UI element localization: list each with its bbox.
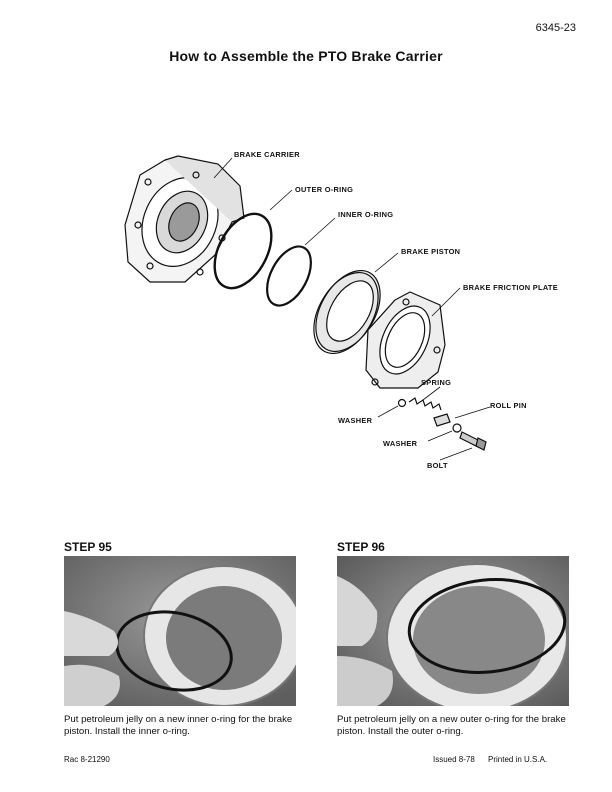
washer-2-illustration (453, 424, 461, 432)
step-96-photo (337, 556, 569, 706)
label-brake-carrier: BRAKE CARRIER (234, 150, 300, 159)
label-inner-oring: INNER O-RING (338, 210, 394, 219)
label-bolt: BOLT (427, 461, 448, 470)
label-washer-2: WASHER (383, 439, 418, 448)
bolt-illustration (460, 432, 486, 450)
washer-1-illustration (399, 400, 406, 407)
label-outer-oring: OUTER O-RING (295, 185, 354, 194)
brake-carrier-illustration (125, 156, 244, 282)
footer-reference-number: Rac 8-21290 (64, 755, 110, 764)
spring-illustration (409, 398, 441, 410)
label-spring: SPRING (421, 378, 452, 387)
step-95-photo (64, 556, 296, 706)
label-brake-piston: BRAKE PISTON (401, 247, 461, 256)
label-roll-pin: ROLL PIN (490, 401, 527, 410)
footer-issued-date: Issued 8-78 (433, 755, 475, 764)
step-95-caption: Put petroleum jelly on a new inner o-ring for the brake piston. Install the inner o-ring. (64, 714, 293, 737)
label-brake-friction-plate: BRAKE FRICTION PLATE (463, 283, 558, 292)
label-washer-1: WASHER (338, 416, 373, 425)
roll-pin-illustration (434, 414, 450, 426)
page-number: 6345-23 (535, 22, 576, 34)
step-96-caption: Put petroleum jelly on a new outer o-ring for the brake piston. Install the outer o-ring. (337, 714, 566, 737)
step-95-heading: STEP 95 (64, 540, 112, 554)
page-title: How to Assemble the PTO Brake Carrier (169, 48, 443, 64)
inner-oring-illustration (258, 239, 320, 312)
step-96-heading: STEP 96 (337, 540, 385, 554)
footer-printed-in: Printed in U.S.A. (488, 755, 548, 764)
